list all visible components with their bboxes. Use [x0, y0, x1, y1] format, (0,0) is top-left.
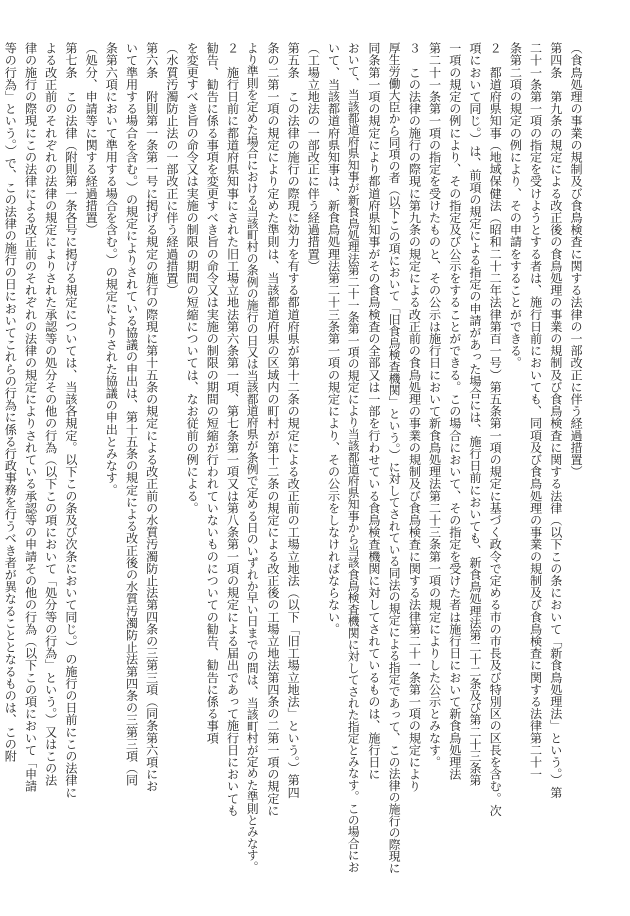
section-heading: （工場立地法の一部改正に伴う経過措置）	[306, 42, 321, 272]
paragraph-line: 厚生労働大臣から同項の者（以下この項において「旧食鳥検査機関」という。）に対してされている同法の規定による指定であって、この法律の施行の際現に	[387, 42, 402, 874]
article-line: 条第二項の規定の例により、その申請をすることができる。	[508, 42, 523, 369]
paragraph-line: 項において同じ。）は、前項の規定による指定の申請があった場合には、施行日前においても、新食鳥処理法第二十二条及び第二十三条第	[467, 42, 482, 787]
article-line: 第四条 第九条の規定による改正後の食鳥処理の事業の規制及び食鳥検査に関する法律（以下この条において「新食鳥処理法」という。）第	[548, 42, 563, 799]
article-line: より準則を定めた場合における当該町村の条例の施行の日又は当該都道府県が条例で定める日のいずれか早い日までの間は、当該町村が定めた準則とみなす。	[245, 42, 260, 873]
article-line: 律の施行の際現にこの法律による改正前のそれぞれの法律の規定によりされている承認等の申請その他の行為（以下この項において「申請	[23, 42, 38, 793]
paragraph-line: ３ この法律の施行の際現に第九条の規定による改正前の食鳥処理の事業の規制及び食鳥検査に関する法律第二十一条第一項の規定により	[407, 42, 422, 793]
article-line: 条の二第一項の規定により定めた準則は、当該都道府県の区域内の町村が第十二条の規定による改正後の工場立地法第四条の二第一項の規定に	[265, 42, 280, 817]
section-heading: （食鳥処理の事業の規制及び食鳥検査に関する法律の一部改正に伴う経過措置）	[569, 42, 583, 478]
paragraph-line: 同条第一項の規定により都道府県知事がその食鳥検査の全部又は一部を行わせている食鳥検査機関に対してされているものは、施行日に	[366, 42, 381, 781]
vertical-text-body	[3, 42, 586, 876]
section-heading: （水質汚濁防止法の一部改正に伴う経過措置）	[164, 42, 179, 297]
paragraph-line: 勧告、勧告に係る事項を変更すべき旨の命令又は実施の制限の期間の短縮が行われていないものについての勧告、勧告に係る事項	[205, 42, 220, 744]
paragraph-line: を変更すべき旨の命令又は実施の制限の期間の短縮については、なお従前の例による。	[185, 42, 200, 514]
paragraph-line: ２ 施行日前に都道府県知事にされた旧工場立地法第六条第一項、第七条第一項又は第八条第一項の規定による届出であって施行日においても	[225, 42, 240, 817]
article-line: よる改正前のそれぞれの法律の規定によりされた承認等の処分その他の行為（以下この項において「処分等の行為」という。）又はこの法	[43, 42, 58, 787]
article-line: 等の行為」という。）で、この法律の施行の日においてこれらの行為に係る行政事務を行うべき者が異なることとなるものは、この附	[3, 42, 18, 762]
article-line: 第七条 この法律（附則第一条各号に掲げる規定については、当該各規定。以下この条及び次条において同じ。）の施行の日前にこの法律に	[63, 42, 78, 799]
article-line: 条第六項において準用する場合を含む。）の規定によりされた協議の申出とみなす。	[104, 42, 119, 496]
paragraph-line: 第二十一条第一項の指定を受けたものと、その公示は施行日において新食鳥処理法第二十三条第一項の規定によりした公示とみなす。	[427, 42, 442, 768]
article-line: いて準用する場合を含む。）の規定によりされている協議の申出は、第十五条の規定による改正後の水質汚濁防止法第四条の三第三項（同	[124, 42, 139, 787]
paragraph-line: ２ 都道府県知事（地域保健法（昭和二十二年法律第百一号）第五条第一項の規定に基づく政令で定める市の市長及び特別区の区長を含む。次	[488, 42, 503, 817]
article-line: 二十一条第一項の指定を受けようとする者は、施行日前においても、同項及び食鳥処理の事業の規制及び食鳥検査に関する法律第二十一	[528, 42, 543, 781]
article-line: 第六条 附則第一条第一号に掲げる規定の施行の際現に第十五条の規定による改正前の水質汚濁防止法第四条の三第三項（同条第六項にお	[144, 42, 159, 793]
article-line: 第五条 この法律の施行の際現に効力を有する都道府県が第十二条の規定による改正前の工場立地法（以下「旧工場立地法」という。）第四	[286, 42, 301, 799]
paragraph-line: いて、当該都道府県知事は、新食鳥処理法第二十三条第一項の規定により、その公示をしなければならない。	[326, 42, 341, 635]
paragraph-line: おいて、当該都道府県知事が新食鳥処理法第二十一条第一項の規定により当該都道府県知事から当該食鳥検査機関に対してされた指定とみなす。この場合にお	[346, 42, 361, 873]
section-heading: （処分、申請等に関する経過措置）	[84, 42, 99, 236]
paragraph-line: 一項の規定の例により、その指定及び公示をすることができる。この場合において、その指定を受けた者は施行日において新食鳥処理法	[447, 42, 462, 781]
